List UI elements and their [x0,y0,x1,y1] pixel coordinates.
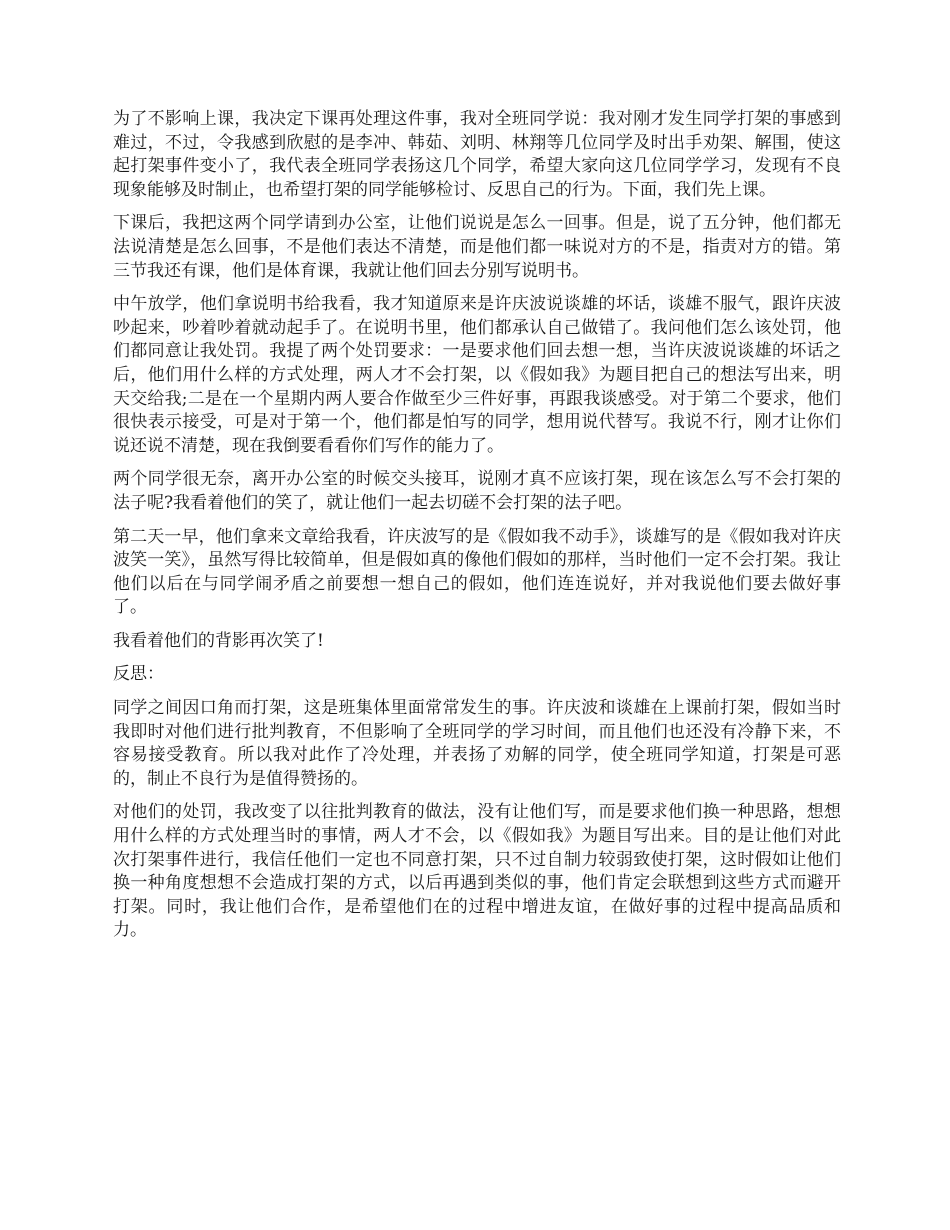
paragraph-reflection-1: 同学之间因口角而打架，这是班集体里面常常发生的事。许庆波和谈雄在上课前打架，假如当时我即时对他们进行批判教育，不但影响了全班同学的学习时间，而且他们也还没有冷静下来，不容易接受教育。所以我对此作了冷处理，并表扬了劝解的同学，使全班同学知道，打架是可恶的，制止不良行为是值得赞扬的。 [113,698,841,789]
paragraph-leaving-office: 两个同学很无奈，离开办公室的时候交头接耳，说刚才真不应该打架，现在该怎么写不会打架的法子呢?我看着他们的笑了，就让他们一起去切磋不会打架的法子吧。 [113,469,841,513]
paragraph-reflection-heading: 反思： [113,664,164,685]
paragraph-reflection-2: 对他们的处罚，我改变了以往批判教育的做法，没有让他们写，而是要求他们换一种思路，想想用什么样的方式处理当时的事情，两人才不会，以《假如我》为题目写出来。目的是让他们对此次打架事件进行，我信任他们一定也不同意打架，只不过自制力较弱致使打架，这时假如让他们换一种角度想想不会造成打架的方式，以后再遇到类似的事，他们肯定会联想到这些方式而避开打架。同时，我让他们合作，是希望他们在的过程中增进友谊，在做好事的过程中提高品质和力。 [113,802,841,941]
paragraph-next-day: 第二天一早，他们拿来文章给我看，许庆波写的是《假如我不动手》，谈雄写的是《假如我对许庆波笑一笑》，虽然写得比较简单，但是假如真的像他们假如的那样，当时他们一定不会打架。我让他们以后在与同学闹矛盾之前要想一想自己的假如，他们连连说好，并对我说他们要去做好事了。 [113,526,841,618]
paragraph-noon: 中午放学，他们拿说明书给我看，我才知道原来是许庆波说谈雄的坏话，谈雄不服气，跟许庆波吵起来，吵着吵着就动起手了。在说明书里，他们都承认自己做错了。我问他们怎么该处罚，他们都同意让我处罚。我提了两个处罚要求：一是要求他们回去想一想，当许庆波说谈雄的坏话之后，他们用什么样的方式处理，两人才不会打架，以《假如我》为题目把自己的想法写出来，明天交给我;二是在一个星期内两人要合作做至少三件好事，再跟我谈感受。对于第二个要求，他们很快表示接受，可是对于第一个，他们都是怕写的同学，想用说代替写。我说不行，刚才让你们说还说不清楚，现在我倒要看看你们写作的能力了。 [113,294,841,456]
paragraph-intro: 为了不影响上课，我决定下课再处理这件事，我对全班同学说：我对刚才发生同学打架的事感到难过，不过，令我感到欣慰的是李冲、韩茹、刘明、林翔等几位同学及时出手劝架、解围，使这起打架事件变小了，我代表全班同学表扬这几个同学，希望大家向这几位同学学习，发现有不良现象能够及时制止，也希望打架的同学能够检讨、反思自己的行为。下面，我们先上课。 [113,109,841,200]
document-page [113,108,841,953]
paragraph-after-class: 下课后，我把这两个同学请到办公室，让他们说说是怎么一回事。但是，说了五分钟，他们都无法说清楚是怎么回事，不是他们表达不清楚，而是他们都一味说对方的不是，指责对方的错。第三节我还有课，他们是体育课，我就让他们回去分别写说明书。 [113,213,841,281]
paragraph-smile: 我看着他们的背影再次笑了! [113,630,324,651]
